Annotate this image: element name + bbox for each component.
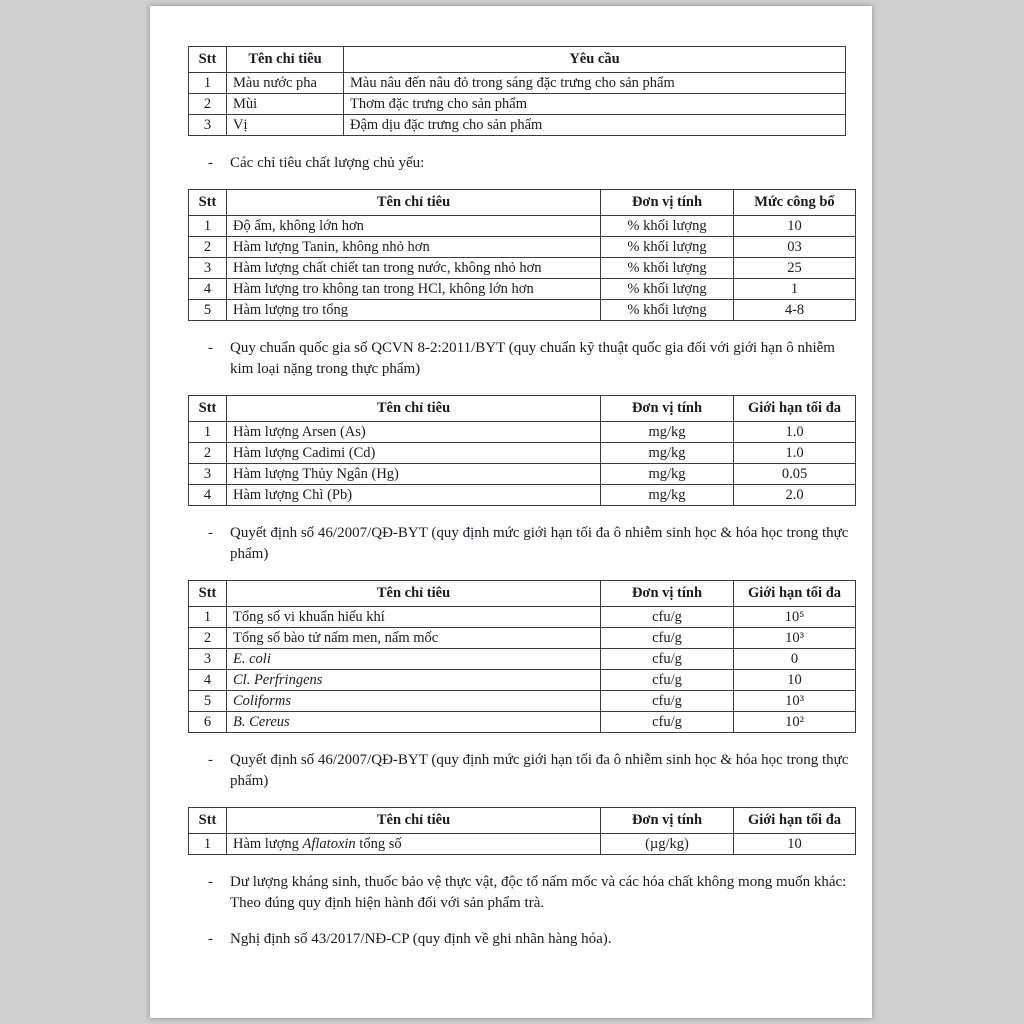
stt-cell: 6 <box>189 712 227 733</box>
bullet-quality-criteria <box>208 153 855 174</box>
stt-cell: 3 <box>189 464 227 485</box>
bullet-decision-46-bio <box>208 523 855 565</box>
table-row <box>189 94 846 115</box>
table-row <box>189 73 846 94</box>
column-header-unit: Đơn vị tính <box>601 396 734 422</box>
stt-cell: 5 <box>189 691 227 712</box>
criteria-cell: Tổng số vi khuẩn hiếu khí <box>227 607 601 628</box>
quality-criteria-table <box>188 189 856 321</box>
level-cell: 4-8 <box>734 300 856 321</box>
bullet-text: Các chỉ tiêu chất lượng chủ yếu: <box>230 155 425 171</box>
unit-cell: cfu/g <box>601 607 734 628</box>
unit-cell: mg/kg <box>601 443 734 464</box>
criteria-cell: B. Cereus <box>227 712 601 733</box>
column-header-max-limit: Giới hạn tối đa <box>734 581 856 607</box>
stt-cell: 3 <box>189 115 227 136</box>
criteria-cell: Hàm lượng tro không tan trong HCl, không lớn hơn <box>227 279 601 300</box>
table-row <box>189 712 856 733</box>
column-header-stt: Stt <box>189 396 227 422</box>
limit-cell: 10³ <box>734 691 856 712</box>
bullet-dash: - <box>208 752 213 768</box>
bullet-decree-43 <box>208 929 855 950</box>
level-cell: 10 <box>734 216 856 237</box>
stt-cell: 1 <box>189 216 227 237</box>
limit-cell: 0 <box>734 649 856 670</box>
column-header-unit: Đơn vị tính <box>601 808 734 834</box>
column-header-criteria: Tên chỉ tiêu <box>227 581 601 607</box>
criteria-cell: Hàm lượng Arsen (As) <box>227 422 601 443</box>
requirement-cell: Đậm dịu đặc trưng cho sản phẩm <box>344 115 846 136</box>
bullet-decision-46-chem <box>208 750 855 792</box>
limit-cell: 2.0 <box>734 485 856 506</box>
requirement-cell: Thơm đặc trưng cho sản phẩm <box>344 94 846 115</box>
limit-cell: 1.0 <box>734 422 856 443</box>
criteria-cell <box>227 834 601 855</box>
document-content <box>188 46 855 965</box>
bullet-dash: - <box>208 931 213 947</box>
table-row <box>189 649 856 670</box>
table-row <box>189 216 856 237</box>
table-row <box>189 691 856 712</box>
limit-cell: 10² <box>734 712 856 733</box>
table-header-row <box>189 396 856 422</box>
unit-cell: (µg/kg) <box>601 834 734 855</box>
limit-cell: 10 <box>734 834 856 855</box>
stt-cell: 2 <box>189 443 227 464</box>
table-row <box>189 834 856 855</box>
table-row <box>189 258 856 279</box>
bullet-dash: - <box>208 340 213 356</box>
sensory-criteria-table <box>188 46 846 136</box>
criteria-cell: Cl. Perfringens <box>227 670 601 691</box>
stt-cell: 2 <box>189 94 227 115</box>
table-header-row <box>189 47 846 73</box>
stt-cell: 4 <box>189 279 227 300</box>
table-row <box>189 443 856 464</box>
limit-cell: 10³ <box>734 628 856 649</box>
criteria-cell: Hàm lượng Chì (Pb) <box>227 485 601 506</box>
table-header-row <box>189 581 856 607</box>
bullet-text: Quyết định số 46/2007/QĐ-BYT (quy định mức giới hạn tối đa ô nhiễm sinh học & hóa học trong thực phẩm) <box>230 752 849 789</box>
heavy-metals-table <box>188 395 856 506</box>
criteria-cell: Độ ẩm, không lớn hơn <box>227 216 601 237</box>
table-row <box>189 422 856 443</box>
column-header-unit: Đơn vị tính <box>601 190 734 216</box>
table-header-row <box>189 808 856 834</box>
unit-cell: cfu/g <box>601 712 734 733</box>
stt-cell: 4 <box>189 485 227 506</box>
column-header-stt: Stt <box>189 581 227 607</box>
stt-cell: 3 <box>189 649 227 670</box>
table-row <box>189 485 856 506</box>
column-header-criteria: Tên chỉ tiêu <box>227 47 344 73</box>
microbiology-table <box>188 580 856 733</box>
unit-cell: mg/kg <box>601 422 734 443</box>
column-header-stt: Stt <box>189 808 227 834</box>
bullet-text: Quyết định số 46/2007/QĐ-BYT (quy định mức giới hạn tối đa ô nhiễm sinh học & hóa học trong thực phẩm) <box>230 525 849 562</box>
table-row <box>189 464 856 485</box>
document-page <box>150 6 872 1018</box>
unit-cell: % khối lượng <box>601 300 734 321</box>
unit-cell: % khối lượng <box>601 279 734 300</box>
level-cell: 25 <box>734 258 856 279</box>
criteria-cell: Màu nước pha <box>227 73 344 94</box>
column-header-max-limit: Giới hạn tối đa <box>734 396 856 422</box>
aflatoxin-table <box>188 807 856 855</box>
stt-cell: 4 <box>189 670 227 691</box>
criteria-cell: Hàm lượng chất chiết tan trong nước, không nhỏ hơn <box>227 258 601 279</box>
bullet-qcvn-regulation <box>208 338 855 380</box>
column-header-criteria: Tên chỉ tiêu <box>227 396 601 422</box>
unit-cell: cfu/g <box>601 649 734 670</box>
table-row <box>189 628 856 649</box>
unit-cell: cfu/g <box>601 670 734 691</box>
column-header-requirement: Yêu cầu <box>344 47 846 73</box>
stt-cell: 1 <box>189 422 227 443</box>
stt-cell: 2 <box>189 237 227 258</box>
criteria-cell: Mùi <box>227 94 344 115</box>
column-header-declared-level: Mức công bố <box>734 190 856 216</box>
bullet-residues <box>208 872 855 914</box>
table-row <box>189 279 856 300</box>
requirement-cell: Màu nâu đến nâu đỏ trong sáng đặc trưng cho sản phẩm <box>344 73 846 94</box>
table-header-row <box>189 190 856 216</box>
criteria-text-italic: Aflatoxin <box>302 835 356 852</box>
unit-cell: cfu/g <box>601 691 734 712</box>
limit-cell: 10 <box>734 670 856 691</box>
bullet-dash: - <box>208 874 213 890</box>
bullet-text: Nghị định số 43/2017/NĐ-CP (quy định về ghi nhãn hàng hóa). <box>230 931 612 947</box>
level-cell: 03 <box>734 237 856 258</box>
criteria-cell: Tổng số bào tử nấm men, nấm mốc <box>227 628 601 649</box>
unit-cell: % khối lượng <box>601 258 734 279</box>
table-row <box>189 115 846 136</box>
stt-cell: 3 <box>189 258 227 279</box>
column-header-max-limit: Giới hạn tối đa <box>734 808 856 834</box>
criteria-cell: Coliforms <box>227 691 601 712</box>
column-header-stt: Stt <box>189 190 227 216</box>
criteria-cell: Vị <box>227 115 344 136</box>
stt-cell: 1 <box>189 834 227 855</box>
unit-cell: mg/kg <box>601 485 734 506</box>
table-row <box>189 300 856 321</box>
bullet-dash: - <box>208 155 213 171</box>
level-cell: 1 <box>734 279 856 300</box>
stt-cell: 1 <box>189 73 227 94</box>
bullet-text: Dư lượng kháng sinh, thuốc bảo vệ thực vật, độc tố nấm mốc và các hóa chất không mong muốn khác: Theo đúng quy định hiện hành đối với sản phẩm trà. <box>230 874 847 911</box>
limit-cell: 0.05 <box>734 464 856 485</box>
unit-cell: % khối lượng <box>601 237 734 258</box>
stt-cell: 5 <box>189 300 227 321</box>
limit-cell: 1.0 <box>734 443 856 464</box>
unit-cell: % khối lượng <box>601 216 734 237</box>
unit-cell: mg/kg <box>601 464 734 485</box>
table-row <box>189 237 856 258</box>
criteria-cell: Hàm lượng Cadimi (Cd) <box>227 443 601 464</box>
column-header-criteria: Tên chỉ tiêu <box>227 190 601 216</box>
stt-cell: 2 <box>189 628 227 649</box>
bullet-text: Quy chuẩn quốc gia số QCVN 8-2:2011/BYT (quy chuẩn kỹ thuật quốc gia đối với giới hạn ô nhiễm kim loại nặng trong thực phẩm) <box>230 340 835 377</box>
table-row <box>189 607 856 628</box>
unit-cell: cfu/g <box>601 628 734 649</box>
column-header-stt: Stt <box>189 47 227 73</box>
column-header-criteria: Tên chỉ tiêu <box>227 808 601 834</box>
criteria-cell: Hàm lượng Tanin, không nhỏ hơn <box>227 237 601 258</box>
table-row <box>189 670 856 691</box>
criteria-cell: E. coli <box>227 649 601 670</box>
criteria-cell: Hàm lượng tro tổng <box>227 300 601 321</box>
criteria-text-suffix: tổng số <box>355 835 402 852</box>
bullet-dash: - <box>208 525 213 541</box>
column-header-unit: Đơn vị tính <box>601 581 734 607</box>
criteria-text-prefix: Hàm lượng <box>233 835 303 852</box>
criteria-cell: Hàm lượng Thủy Ngân (Hg) <box>227 464 601 485</box>
limit-cell: 10⁵ <box>734 607 856 628</box>
stt-cell: 1 <box>189 607 227 628</box>
